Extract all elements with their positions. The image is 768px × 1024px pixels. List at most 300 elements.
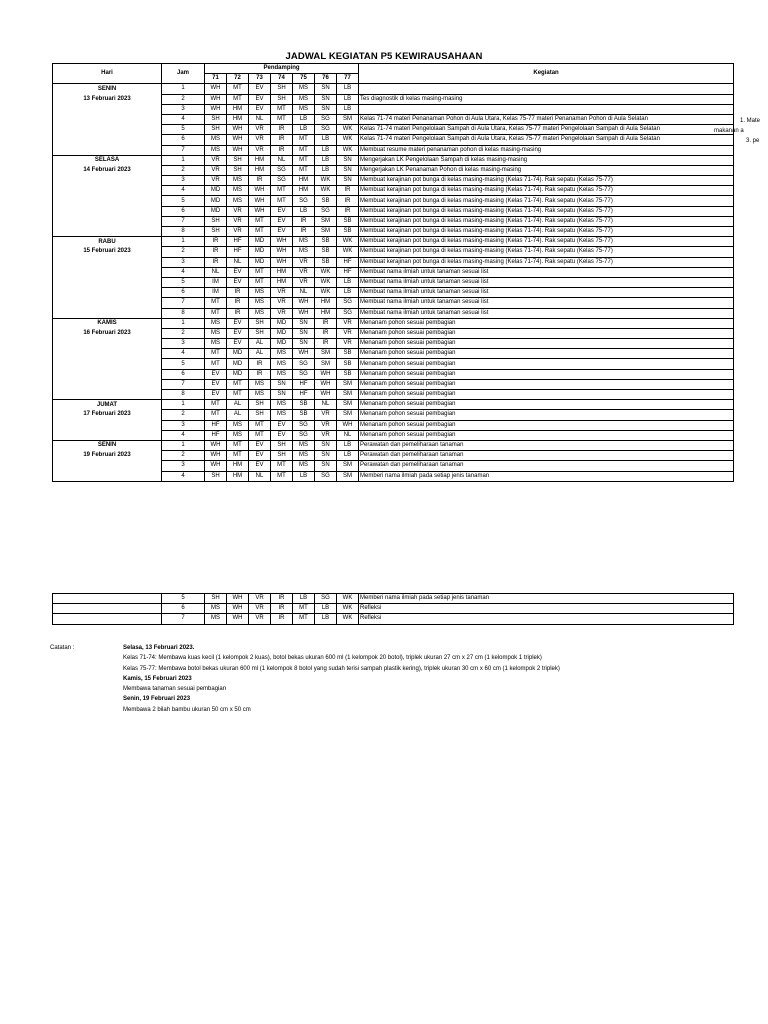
jam-cell: 5 — [162, 196, 205, 206]
jam-cell: 3 — [162, 420, 205, 430]
pendamping-cell: SN — [315, 440, 337, 450]
pendamping-cell: MT — [249, 420, 271, 430]
pendamping-cell: AL — [249, 349, 271, 359]
table-row — [53, 440, 734, 450]
pendamping-cell: LB — [337, 104, 359, 114]
kegiatan-cell: Membuat kerajinan pot bunga di kelas masing-masing (Kelas 71-74). Rak sepatu (Kelas 75-77) — [359, 216, 734, 226]
kegiatan-cell: Menanam pohon sesuai pembagian — [359, 410, 734, 420]
kegiatan-cell: Membuat nama ilmiah untuk tanaman sesuai list — [359, 308, 734, 318]
pendamping-cell: MT — [227, 451, 249, 461]
pendamping-cell: LB — [315, 614, 337, 624]
day-cell — [53, 308, 162, 318]
header-kelas: 76 — [315, 74, 337, 84]
kegiatan-cell: Membuat kerajinan pot bunga di kelas masing-masing (Kelas 71-74). Rak sepatu (Kelas 75-77) — [359, 196, 734, 206]
pendamping-cell: SM — [315, 216, 337, 226]
jam-cell: 5 — [162, 359, 205, 369]
pendamping-cell: HM — [293, 176, 315, 186]
pendamping-cell: HM — [315, 298, 337, 308]
pendamping-cell: SM — [337, 410, 359, 420]
pendamping-cell: VR — [227, 216, 249, 226]
pendamping-cell: VR — [315, 410, 337, 420]
kegiatan-cell: Menanam pohon sesuai pembagian — [359, 400, 734, 410]
pendamping-cell: MT — [205, 308, 227, 318]
pendamping-cell: HF — [227, 247, 249, 257]
table-row — [53, 216, 734, 226]
kegiatan-cell: Menanam pohon sesuai pembagian — [359, 339, 734, 349]
pendamping-cell: NL — [249, 114, 271, 124]
table-row — [53, 237, 734, 247]
pendamping-cell: WK — [337, 594, 359, 604]
pendamping-cell: SG — [337, 298, 359, 308]
table-row — [53, 94, 734, 104]
pendamping-cell: MT — [271, 461, 293, 471]
jam-cell: 5 — [162, 125, 205, 135]
pendamping-cell: SH — [227, 165, 249, 175]
pendamping-cell: MS — [271, 400, 293, 410]
jam-cell: 4 — [162, 349, 205, 359]
kegiatan-cell: Perawatan dan pemeliharaan tanaman — [359, 440, 734, 450]
table-row — [53, 359, 734, 369]
pendamping-cell: MD — [227, 349, 249, 359]
day-cell — [53, 339, 162, 349]
table-row — [53, 114, 734, 124]
pendamping-cell: VR — [271, 288, 293, 298]
kegiatan-cell: Membuat resume materi penanaman pohon di kelas masing-masing — [359, 145, 734, 155]
table-row — [53, 328, 734, 338]
pendamping-cell: MT — [293, 165, 315, 175]
pendamping-cell: HF — [205, 420, 227, 430]
pendamping-cell: MS — [205, 339, 227, 349]
day-cell — [53, 186, 162, 196]
day-cell: 19 Februari 2023 — [53, 451, 162, 461]
pendamping-cell: MT — [227, 84, 249, 94]
jam-cell: 1 — [162, 400, 205, 410]
pendamping-cell: WK — [337, 145, 359, 155]
jam-cell: 3 — [162, 339, 205, 349]
note-line: Kelas 75-77: Membawa botol bekas ukuran 600 ml (1 kelompok 8 botol yang sudah terisi sampah plastik kering), triplek ukuran 30 cm x 60 cm (1 kelompok 2 triplek) — [123, 665, 560, 672]
pendamping-cell: WK — [315, 288, 337, 298]
pendamping-cell: MD — [271, 328, 293, 338]
pendamping-cell: SG — [337, 308, 359, 318]
pendamping-cell: MT — [205, 400, 227, 410]
pendamping-cell: SN — [315, 461, 337, 471]
pendamping-cell: HF — [227, 237, 249, 247]
pendamping-cell: MT — [293, 135, 315, 145]
pendamping-cell: VR — [249, 135, 271, 145]
day-cell: SELASA — [53, 155, 162, 165]
pendamping-cell: IR — [293, 227, 315, 237]
pendamping-cell: VR — [337, 339, 359, 349]
pendamping-cell: WH — [205, 440, 227, 450]
pendamping-cell: MS — [205, 604, 227, 614]
pendamping-cell: MT — [249, 227, 271, 237]
pendamping-cell: EV — [227, 328, 249, 338]
pendamping-cell: SN — [293, 328, 315, 338]
kegiatan-cell: Menanam pohon sesuai pembagian — [359, 420, 734, 430]
pendamping-cell: SG — [293, 359, 315, 369]
pendamping-cell: SH — [205, 216, 227, 226]
pendamping-cell: VR — [205, 176, 227, 186]
day-cell — [53, 176, 162, 186]
table-row — [53, 420, 734, 430]
pendamping-cell: MT — [205, 298, 227, 308]
table-row — [53, 196, 734, 206]
jam-cell: 2 — [162, 94, 205, 104]
pendamping-cell: MS — [249, 298, 271, 308]
jam-cell: 2 — [162, 451, 205, 461]
pendamping-cell: SB — [315, 196, 337, 206]
table-row — [53, 145, 734, 155]
table-row — [53, 84, 734, 94]
pendamping-cell: VR — [315, 430, 337, 440]
day-cell — [53, 206, 162, 216]
header-kegiatan: Kegiatan — [359, 64, 734, 84]
pendamping-cell: MD — [271, 339, 293, 349]
jam-cell: 7 — [162, 379, 205, 389]
pendamping-cell: MS — [205, 145, 227, 155]
table-row — [53, 104, 734, 114]
table-row — [53, 135, 734, 145]
pendamping-cell: SB — [315, 257, 337, 267]
kegiatan-cell: Membuat kerajinan pot bunga di kelas masing-masing (Kelas 71-74). Rak sepatu (Kelas 75-77) — [359, 257, 734, 267]
pendamping-cell: LB — [337, 94, 359, 104]
kegiatan-cell: Menanam pohon sesuai pembagian — [359, 369, 734, 379]
pendamping-cell: SN — [315, 104, 337, 114]
kegiatan-cell: Membuat kerajinan pot bunga di kelas masing-masing (Kelas 71-74). Rak sepatu (Kelas 75-77) — [359, 176, 734, 186]
pendamping-cell: MT — [293, 155, 315, 165]
pendamping-cell: HF — [293, 379, 315, 389]
pendamping-cell: WH — [315, 369, 337, 379]
pendamping-cell: HM — [271, 267, 293, 277]
kegiatan-cell: Membuat kerajinan pot bunga di kelas masing-masing (Kelas 71-74). Rak sepatu (Kelas 75-77) — [359, 186, 734, 196]
kegiatan-cell: Tes diagnostik di kelas masing-masing — [359, 94, 734, 104]
jam-cell: 2 — [162, 410, 205, 420]
note-line: Membawa tanaman sesuai pembagian — [123, 686, 227, 693]
pendamping-cell: MS — [271, 349, 293, 359]
pendamping-cell: MS — [293, 440, 315, 450]
pendamping-cell: WH — [271, 257, 293, 267]
pendamping-cell: WK — [315, 186, 337, 196]
day-cell: 13 Februari 2023 — [53, 94, 162, 104]
kegiatan-cell: Membuat nama ilmiah untuk tanaman sesuai list — [359, 298, 734, 308]
table-row — [53, 349, 734, 359]
pendamping-cell: SB — [315, 247, 337, 257]
pendamping-cell: MS — [227, 196, 249, 206]
side-note-text: 1. Mate — [740, 118, 761, 124]
pendamping-cell: EV — [227, 339, 249, 349]
day-cell: 14 Februari 2023 — [53, 165, 162, 175]
pendamping-cell: IR — [227, 298, 249, 308]
pendamping-cell: EV — [227, 267, 249, 277]
pendamping-cell: SG — [271, 176, 293, 186]
table-row — [53, 369, 734, 379]
pendamping-cell: WH — [227, 604, 249, 614]
pendamping-cell: MT — [205, 359, 227, 369]
document-title: JADWAL KEGIATAN P5 KEWIRAUSAHAAN — [285, 51, 483, 62]
pendamping-cell: WK — [337, 125, 359, 135]
kegiatan-cell — [359, 104, 734, 114]
day-cell — [53, 349, 162, 359]
pendamping-cell: SH — [205, 114, 227, 124]
pendamping-cell: HF — [337, 257, 359, 267]
pendamping-cell: LB — [337, 440, 359, 450]
day-cell — [53, 257, 162, 267]
pendamping-cell: SB — [293, 400, 315, 410]
kegiatan-cell: Perawatan dan pemeliharaan tanaman — [359, 461, 734, 471]
pendamping-cell: MT — [227, 440, 249, 450]
pendamping-cell: SN — [337, 176, 359, 186]
pendamping-cell: WK — [337, 604, 359, 614]
pendamping-cell: SH — [271, 440, 293, 450]
pendamping-cell: IR — [271, 135, 293, 145]
table-row — [53, 308, 734, 318]
pendamping-cell: IR — [271, 604, 293, 614]
day-cell — [53, 390, 162, 400]
pendamping-cell: LB — [315, 604, 337, 614]
pendamping-cell: NL — [249, 471, 271, 481]
pendamping-cell: NL — [271, 155, 293, 165]
table-row — [53, 176, 734, 186]
table-row — [53, 451, 734, 461]
table-row — [53, 206, 734, 216]
header-kelas: 71 — [205, 74, 227, 84]
pendamping-cell: SM — [315, 349, 337, 359]
pendamping-cell: EV — [271, 227, 293, 237]
pendamping-cell: SN — [337, 165, 359, 175]
pendamping-cell: EV — [249, 84, 271, 94]
pendamping-cell: SB — [337, 216, 359, 226]
pendamping-cell: MT — [227, 379, 249, 389]
pendamping-cell: MS — [293, 451, 315, 461]
table-row — [53, 186, 734, 196]
pendamping-cell: IR — [337, 206, 359, 216]
pendamping-cell: WH — [205, 84, 227, 94]
day-cell — [53, 594, 162, 604]
pendamping-cell: LB — [315, 145, 337, 155]
day-cell — [53, 125, 162, 135]
kegiatan-cell: Membuat kerajinan pot bunga di kelas masing-masing (Kelas 71-74). Rak sepatu (Kelas 75-77) — [359, 247, 734, 257]
table-row — [53, 400, 734, 410]
pendamping-cell: SH — [249, 318, 271, 328]
pendamping-cell: MS — [271, 359, 293, 369]
pendamping-cell: IR — [205, 237, 227, 247]
pendamping-cell: MT — [271, 471, 293, 481]
day-cell — [53, 369, 162, 379]
jam-cell: 4 — [162, 430, 205, 440]
pendamping-cell: SB — [337, 349, 359, 359]
pendamping-cell: NL — [337, 430, 359, 440]
pendamping-cell: SH — [227, 155, 249, 165]
pendamping-cell: NL — [205, 267, 227, 277]
day-cell — [53, 461, 162, 471]
pendamping-cell: SM — [337, 471, 359, 481]
pendamping-cell: MS — [293, 104, 315, 114]
pendamping-cell: WH — [293, 349, 315, 359]
jam-cell: 2 — [162, 165, 205, 175]
pendamping-cell: SM — [337, 461, 359, 471]
pendamping-cell: WK — [337, 135, 359, 145]
table-row — [53, 267, 734, 277]
header-jam: Jam — [162, 64, 205, 84]
pendamping-cell: HM — [293, 186, 315, 196]
pendamping-cell: MS — [293, 84, 315, 94]
pendamping-cell: SB — [293, 410, 315, 420]
pendamping-cell: WH — [227, 135, 249, 145]
pendamping-cell: AL — [249, 339, 271, 349]
pendamping-cell: VR — [249, 604, 271, 614]
pendamping-cell: EV — [271, 430, 293, 440]
pendamping-cell: WH — [205, 104, 227, 114]
jam-cell: 3 — [162, 257, 205, 267]
pendamping-cell: MT — [249, 216, 271, 226]
jam-cell: 8 — [162, 308, 205, 318]
schedule-table — [52, 63, 734, 482]
jam-cell: 3 — [162, 104, 205, 114]
pendamping-cell: SB — [337, 369, 359, 379]
pendamping-cell: AL — [227, 410, 249, 420]
header-kelas: 72 — [227, 74, 249, 84]
note-line: Membawa 2 bilah bambu ukuran 50 cm x 50 cm — [123, 706, 251, 713]
day-cell: RABU — [53, 237, 162, 247]
pendamping-cell: WH — [205, 451, 227, 461]
pendamping-cell: MS — [271, 410, 293, 420]
jam-cell: 8 — [162, 390, 205, 400]
pendamping-cell: HM — [227, 104, 249, 114]
kegiatan-cell: Refleksi — [359, 604, 734, 614]
pendamping-cell: SH — [205, 227, 227, 237]
pendamping-cell: WH — [227, 145, 249, 155]
pendamping-cell: MT — [205, 410, 227, 420]
pendamping-cell: VR — [337, 328, 359, 338]
pendamping-cell: MD — [205, 196, 227, 206]
pendamping-cell: WH — [271, 237, 293, 247]
day-cell: KAMIS — [53, 318, 162, 328]
pendamping-cell: MS — [227, 420, 249, 430]
day-cell: 17 Februari 2023 — [53, 410, 162, 420]
day-cell — [53, 604, 162, 614]
day-cell — [53, 114, 162, 124]
table-row — [53, 288, 734, 298]
kegiatan-cell: Membuat kerajinan pot bunga di kelas masing-masing (Kelas 71-74). Rak sepatu (Kelas 75-77) — [359, 237, 734, 247]
pendamping-cell: SH — [205, 594, 227, 604]
pendamping-cell: LB — [337, 451, 359, 461]
pendamping-cell: MD — [227, 369, 249, 379]
table-row — [53, 430, 734, 440]
pendamping-cell: HM — [271, 277, 293, 287]
pendamping-cell: MT — [249, 277, 271, 287]
day-cell: JUMAT — [53, 400, 162, 410]
pendamping-cell: SM — [337, 379, 359, 389]
pendamping-cell: IR — [293, 216, 315, 226]
pendamping-cell: VR — [271, 298, 293, 308]
pendamping-cell: IR — [205, 247, 227, 257]
day-cell — [53, 267, 162, 277]
pendamping-cell: IR — [337, 186, 359, 196]
pendamping-cell: SH — [249, 400, 271, 410]
day-cell — [53, 145, 162, 155]
table-row — [53, 471, 734, 481]
pendamping-cell: IR — [271, 614, 293, 624]
table-row — [53, 155, 734, 165]
table-row — [53, 339, 734, 349]
pendamping-cell: WK — [337, 247, 359, 257]
pendamping-cell: EV — [249, 104, 271, 114]
pendamping-cell: VR — [249, 594, 271, 604]
pendamping-cell: IR — [315, 318, 337, 328]
kegiatan-cell: Memberi nama ilmiah pada setiap jenis tanaman — [359, 471, 734, 481]
pendamping-cell: WH — [205, 94, 227, 104]
pendamping-cell: HM — [249, 155, 271, 165]
pendamping-cell: MT — [271, 196, 293, 206]
jam-cell: 4 — [162, 471, 205, 481]
day-cell — [53, 135, 162, 145]
jam-cell: 6 — [162, 135, 205, 145]
jam-cell: 1 — [162, 155, 205, 165]
pendamping-cell: SH — [271, 94, 293, 104]
pendamping-cell: SG — [315, 125, 337, 135]
pendamping-cell: MD — [249, 247, 271, 257]
pendamping-cell: WH — [227, 594, 249, 604]
day-cell: 15 Februari 2023 — [53, 247, 162, 257]
jam-cell: 6 — [162, 604, 205, 614]
pendamping-cell: SN — [271, 379, 293, 389]
header-hari: Hari — [53, 64, 162, 84]
pendamping-cell: MS — [205, 135, 227, 145]
pendamping-cell: IM — [205, 288, 227, 298]
pendamping-cell: EV — [249, 440, 271, 450]
pendamping-cell: VR — [205, 155, 227, 165]
pendamping-cell: VR — [249, 614, 271, 624]
pendamping-cell: VR — [293, 267, 315, 277]
pendamping-cell: SG — [315, 114, 337, 124]
note-line: Kamis, 15 Februari 2023 — [123, 675, 192, 682]
pendamping-cell: MS — [293, 247, 315, 257]
day-cell — [53, 379, 162, 389]
pendamping-cell: SN — [271, 390, 293, 400]
header-kelas: 74 — [271, 74, 293, 84]
pendamping-cell: SH — [249, 328, 271, 338]
pendamping-cell: MS — [227, 430, 249, 440]
pendamping-cell: WH — [271, 247, 293, 257]
pendamping-cell: NL — [315, 400, 337, 410]
jam-cell: 6 — [162, 369, 205, 379]
pendamping-cell: IR — [249, 369, 271, 379]
pendamping-cell: SH — [271, 84, 293, 94]
pendamping-cell: MS — [249, 390, 271, 400]
kegiatan-cell: Refleksi — [359, 614, 734, 624]
jam-cell: 1 — [162, 84, 205, 94]
table-row — [53, 604, 734, 614]
pendamping-cell: IR — [205, 257, 227, 267]
jam-cell: 4 — [162, 267, 205, 277]
pendamping-cell: SN — [337, 155, 359, 165]
pendamping-cell: WH — [337, 420, 359, 430]
pendamping-cell: VR — [227, 227, 249, 237]
pendamping-cell: HM — [227, 114, 249, 124]
pendamping-cell: HM — [315, 308, 337, 318]
jam-cell: 1 — [162, 237, 205, 247]
pendamping-cell: VR — [249, 125, 271, 135]
note-line: Selasa, 13 Februari 2023. — [123, 645, 195, 651]
pendamping-cell: IR — [271, 145, 293, 155]
pendamping-cell: SG — [293, 196, 315, 206]
kegiatan-cell: Membuat nama ilmiah untuk tanaman sesuai list — [359, 288, 734, 298]
jam-cell: 3 — [162, 461, 205, 471]
pendamping-cell: SG — [293, 430, 315, 440]
pendamping-cell: EV — [249, 94, 271, 104]
pendamping-cell: IR — [315, 328, 337, 338]
pendamping-cell: VR — [205, 165, 227, 175]
